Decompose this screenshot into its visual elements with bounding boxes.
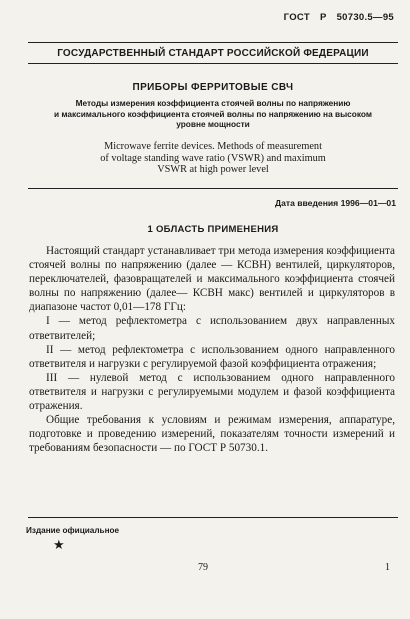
subtitle-line: Методы измерения коэффициента стоячей волны по напряжению <box>75 98 351 108</box>
title-en-line: of voltage standing wave ratio (VSWR) and maximum <box>100 152 326 164</box>
document-title-ru: ПРИБОРЫ ФЕРРИТОВЫЕ СВЧ <box>132 82 294 93</box>
state-standard-heading: ГОСУДАРСТВЕННЫЙ СТАНДАРТ РОССИЙСКОЙ ФЕДЕРАЦИИ <box>57 48 369 59</box>
top-divider <box>28 42 398 43</box>
subtitle-line: уровне мощности <box>176 119 250 129</box>
body-paragraph: I — метод рефлектометра с использованием двух направленных ответвителей; <box>29 315 395 342</box>
title-divider <box>28 188 398 189</box>
body-paragraph: III — нулевой метод с использованием одного направленного ответвителя и нагрузки с регулируемыми модулем и фазой коэффициента отражения. <box>29 371 395 413</box>
document-title-en <box>40 141 386 176</box>
official-edition-label: Издание официальное <box>26 526 120 535</box>
title-en-line: Microwave ferrite devices. Methods of measurement <box>104 141 322 152</box>
page-number: 79 <box>198 562 208 573</box>
heading-divider <box>28 63 398 64</box>
sheet-index: 1 <box>385 562 390 573</box>
body-paragraph: Общие требования к условиям и режимам измерения, аппаратуре, подготовке и проведению измерений, показателям точности измерений и требованиям безопасности — по ГОСТ Р 50730.1. <box>29 414 395 455</box>
section-heading: 1 ОБЛАСТЬ ПРИМЕНЕНИЯ <box>147 224 279 235</box>
star-icon: ★ <box>53 537 65 552</box>
gost-label: ГОСТ <box>283 12 310 23</box>
footer-divider <box>28 517 398 518</box>
introduction-date: Дата введения 1996—01—01 <box>274 198 396 208</box>
document-subtitle-ru <box>40 98 386 130</box>
body-paragraph: II — метод рефлектометра с использованием одного направленного ответвителя и нагрузки с регулируемой фазой коэффициента отражения; <box>29 343 395 370</box>
standard-code <box>284 12 394 23</box>
subtitle-line: и максимального коэффициента стоячей волны по напряжению на высоком <box>53 108 372 119</box>
title-en-line: VSWR at high power level <box>157 164 269 175</box>
gost-number: 50730.5—95 <box>336 12 394 23</box>
gost-letter: Р <box>319 12 327 23</box>
body-paragraph: Настоящий стандарт устанавливает три метода измерения коэффициента стоячей волны по напряжению (далее — КСВН) вентилей, циркуляторов, переключателей, фазовращателей и максимального коэффициента стоячей волны по напряжению (далее— КСВН макс) вентилей и циркуляторов в диапазоне частот 0,01—178 ГГц: <box>29 245 395 314</box>
section-body <box>29 244 395 455</box>
